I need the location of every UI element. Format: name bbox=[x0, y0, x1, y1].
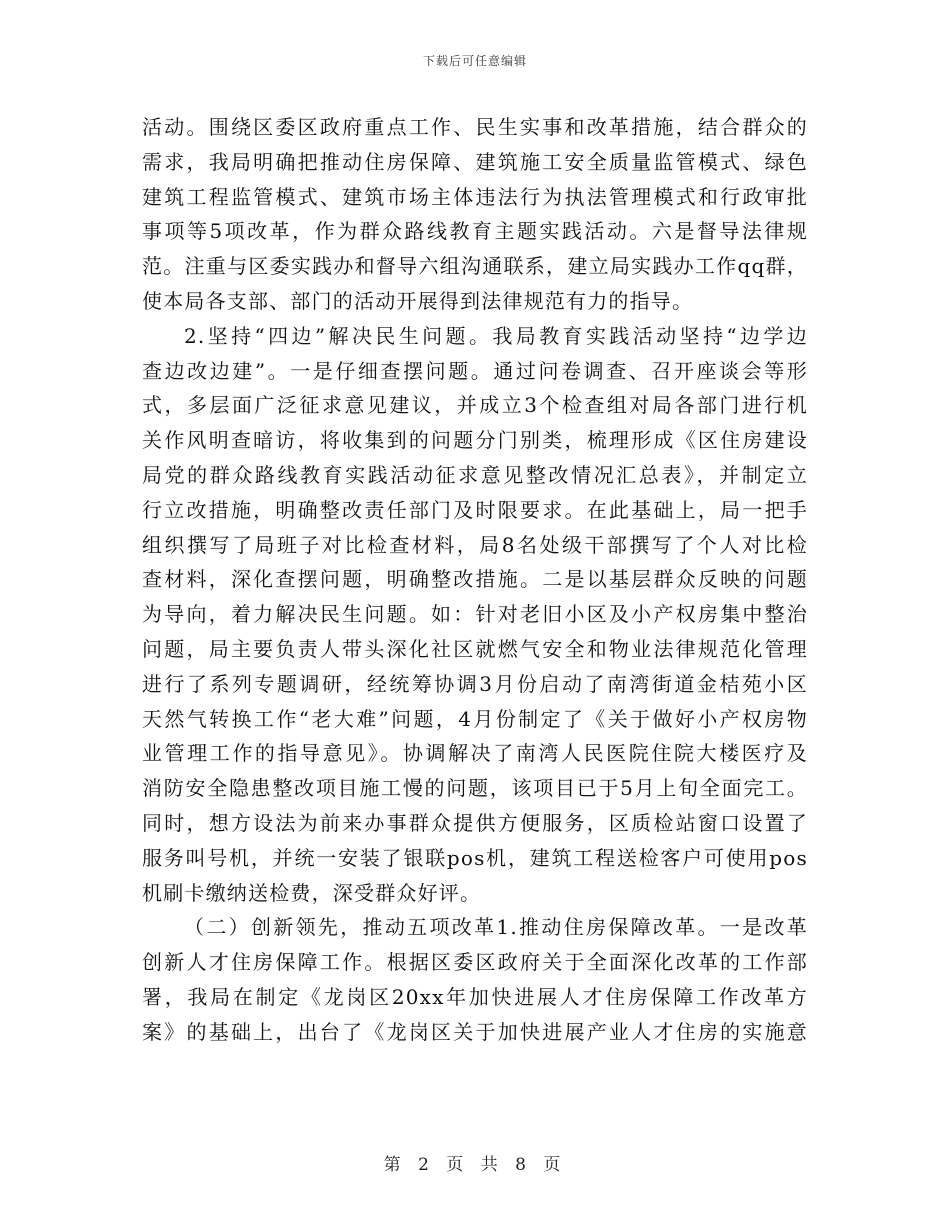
header-note: 下载后可任意编辑 bbox=[422, 54, 527, 68]
text-line: 机刷卡缴纳送检费，深受群众好评。 bbox=[142, 880, 482, 905]
text-line: 天然气转换工作“老大难”问题，4月份制定了《关于做好小产权房物 bbox=[142, 706, 808, 731]
text-line: 进行了系列专题调研，经统筹协调3月份启动了南湾街道金桔苑小区 bbox=[142, 671, 808, 696]
document-body bbox=[142, 110, 808, 1050]
text-line: 行立改措施，明确整改责任部门及时限要求。在此基础上，局一把手 bbox=[142, 497, 808, 522]
text-line: 事项等5项改革，作为群众路线教育主题实践活动。六是督导法律规 bbox=[142, 219, 808, 244]
text-line: 创新人才住房保障工作。根据区委区政府关于全面深化改革的工作部 bbox=[142, 950, 808, 975]
text-line: 为导向，着力解决民生问题。如：针对老旧小区及小产权房集中整治 bbox=[142, 602, 808, 627]
text-line: 查材料，深化查摆问题，明确整改措施。二是以基层群众反映的问题 bbox=[142, 567, 808, 592]
text-line: 案》的基础上，出台了《龙岗区关于加快进展产业人才住房的实施意 bbox=[142, 1019, 808, 1044]
text-line: 同时，想方设法为前来办事群众提供方便服务，区质检站窗口设置了 bbox=[142, 810, 808, 835]
paragraph-start: （二）创新领先，推动五项改革1.推动住房保障改革。一是改革 bbox=[184, 915, 808, 940]
text-line: 范。注重与区委实践办和督导六组沟通联系，建立局实践办工作qq群， bbox=[142, 254, 808, 279]
text-line: 使本局各支部、部门的活动开展得到法律规范有力的指导。 bbox=[142, 288, 694, 313]
page-number: 第 2 页 共 8 页 bbox=[383, 1155, 567, 1175]
text-line: 式，多层面广泛征求意见建议，并成立3个检查组对局各部门进行机 bbox=[142, 393, 808, 418]
text-line: 局党的群众路线教育实践活动征求意见整改情况汇总表》，并制定立 bbox=[142, 462, 808, 487]
text-line: 活动。围绕区委区政府重点工作、民生实事和改革措施，结合群众的 bbox=[142, 115, 808, 139]
text-line: 问题，局主要负责人带头深化社区就燃气安全和物业法律规范化管理 bbox=[142, 636, 808, 661]
text-line: 关作风明查暗访，将收集到的问题分门别类，梳理形成《区住房建设 bbox=[142, 428, 808, 453]
text-line: 业管理工作的指导意见》。协调解决了南湾人民医院住院大楼医疗及 bbox=[142, 741, 808, 766]
text-line: 消防安全隐患整改项目施工慢的问题，该项目已于5月上旬全面完工。 bbox=[142, 776, 808, 801]
text-line: 服务叫号机，并统一安装了银联pos机，建筑工程送检客户可使用pos bbox=[142, 845, 808, 870]
paragraph-start: 2.坚持“四边”解决民生问题。我局教育实践活动坚持“边学边 bbox=[184, 323, 808, 348]
text-line: 查边改边建”。一是仔细查摆问题。通过问卷调查、召开座谈会等形 bbox=[142, 358, 808, 383]
text-line: 组织撰写了局班子对比检查材料，局8名处级干部撰写了个人对比检 bbox=[142, 532, 808, 557]
text-line: 署，我局在制定《龙岗区20xx年加快进展人才住房保障工作改革方 bbox=[142, 984, 808, 1009]
text-line: 需求，我局明确把推动住房保障、建筑施工安全质量监管模式、绿色 bbox=[142, 149, 808, 174]
text-line: 建筑工程监管模式、建筑市场主体违法行为执法管理模式和行政审批 bbox=[142, 184, 808, 209]
